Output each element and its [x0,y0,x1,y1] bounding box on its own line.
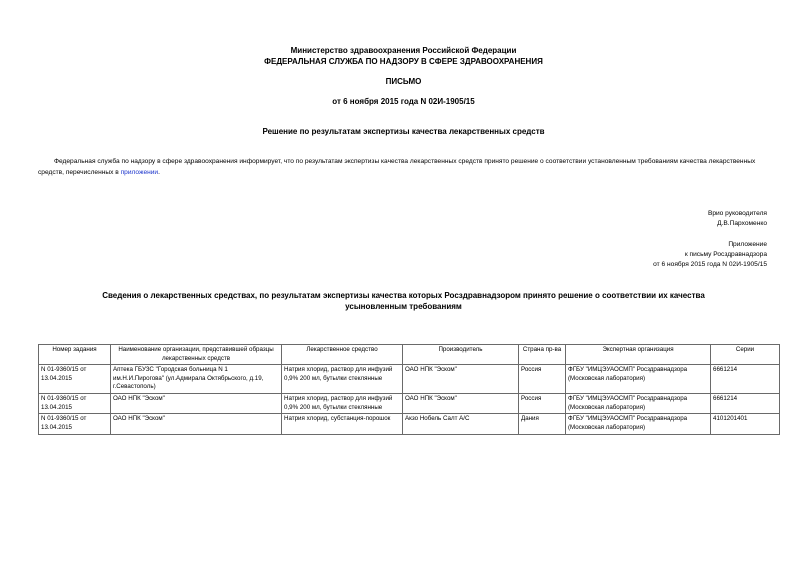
document-subject: Решение по результатам экспертизы качества лекарственных средств [262,127,545,136]
cell-manufacturer: Акзо Нобель Салт А/С [403,414,519,434]
cell-medicine: Натрия хлорид, раствор для инфузий 0,9% 200 мл, бутылки стеклянные [282,394,403,414]
ministry-name: Министерство здравоохранения Российской Федерации [290,46,517,55]
appendix-letter-ref: к письму Росздравнадзора [684,251,767,258]
cell-expert-org: ФГБУ "ИМЦЭУАОСМП" Росздравнадзора (Московская лаборатория) [566,414,711,434]
cell-expert-org: ФГБУ "ИМЦЭУАОСМП" Росздравнадзора (Московская лаборатория) [566,394,711,414]
table-header-row [39,345,780,365]
table-row [39,414,780,434]
cell-series: 6661214 [711,365,780,394]
cell-medicine: Натрия хлорид, субстанция-порошок [282,414,403,434]
col-header-organization: Наименование организации, представившей образцы лекарственных средств [111,345,282,365]
col-header-manufacturer: Производитель [403,345,519,365]
appendix-label: Приложение [728,241,767,248]
intro-text: Федеральная служба по надзору в сфере здравоохранения информирует, что по результатам экспертизы качества лекарственных средств принято решение о соответствии установленным требованиям качества лекарственных средств, перечисленных в [38,158,756,176]
service-name: ФЕДЕРАЛЬНАЯ СЛУЖБА ПО НАДЗОРУ В СФЕРЕ ЗДРАВООХРАНЕНИЯ [264,57,543,66]
cell-country: Россия [519,394,566,414]
table-row [39,394,780,414]
cell-series: 4101201401 [711,414,780,434]
document-type: ПИСЬМО [385,77,422,86]
cell-manufacturer: ОАО НПК "Эском" [403,365,519,394]
cell-organization: ОАО НПК "Эском" [111,394,282,414]
appendix-date-number: от 6 ноября 2015 года N 02И-1905/15 [653,261,767,268]
cell-task-number: N 01-9360/15 от 13.04.2015 [39,394,111,414]
table-title-line1: Сведения о лекарственных средствах, по результатам экспертизы качества которых Росздравнадзором принято решение о соответствии их качества [102,291,705,300]
cell-task-number: N 01-9360/15 от 13.04.2015 [39,365,111,394]
signature-name: Д.В.Пархоменко [717,220,767,227]
cell-task-number: N 01-9360/15 от 13.04.2015 [39,414,111,434]
medicines-table [38,344,780,435]
cell-country: Дания [519,414,566,434]
col-header-country: Страна пр-ва [519,345,566,365]
table-title-line2: усыновленным требованиям [345,302,462,311]
col-header-medicine: Лекарственное средство [282,345,403,365]
table-row [39,365,780,394]
col-header-series: Серии [711,345,780,365]
col-header-expert-org: Экспертная организация [566,345,711,365]
cell-organization: Аптека ГБУЗС "Городская больница N 1 им.Н.И.Пирогова" (ул.Адмирала Октябрьского, д.19, г.Севастополь) [111,365,282,394]
cell-series: 6661214 [711,394,780,414]
document-date-number: от 6 ноября 2015 года N 02И-1905/15 [332,97,475,106]
intro-end: . [158,169,160,176]
col-header-task-number: Номер задания [39,345,111,365]
appendix-block [653,240,767,270]
cell-organization: ОАО НПК "Эском" [111,414,282,434]
intro-paragraph [38,156,778,178]
signature-position: Врио руководителя [707,210,767,217]
appendix-link[interactable]: приложении [120,169,159,176]
signature-block [708,209,767,229]
cell-country: Россия [519,365,566,394]
cell-manufacturer: ОАО НПК "Эском" [403,394,519,414]
cell-medicine: Натрия хлорид, раствор для инфузий 0,9% 200 мл, бутылки стеклянные [282,365,403,394]
cell-expert-org: ФГБУ "ИМЦЭУАОСМП" Росздравнадзора (Московская лаборатория) [566,365,711,394]
